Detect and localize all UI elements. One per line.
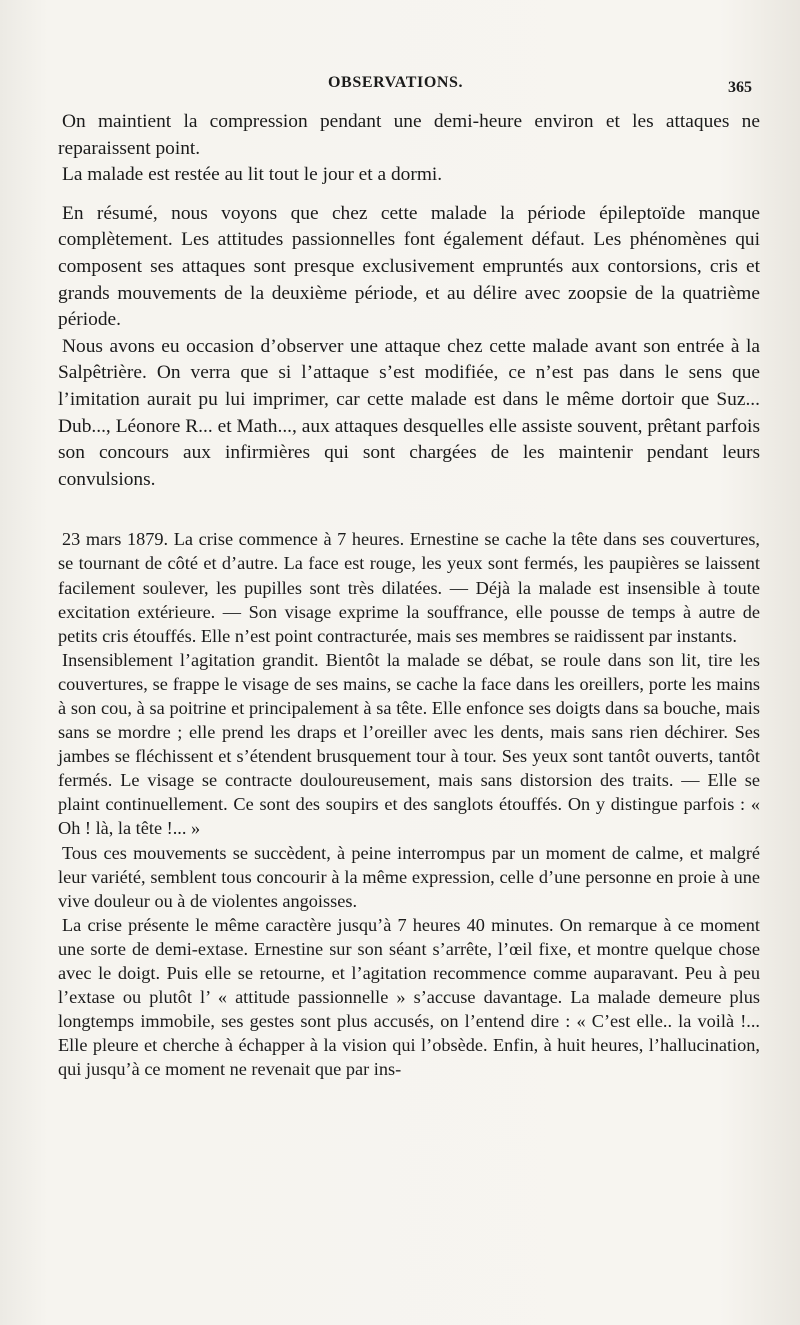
page-body bbox=[58, 109, 760, 1081]
journal-paragraph: La crise présente le même caractère jusqu’à 7 heures 40 minutes. On remarque à ce moment une sorte de demi-extase. Ernestine sur son séant s’arrête, l’œil fixe, et montre quelque chose avec le doigt. Puis elle se retourne, et l’agitation recommence comme auparavant. Peu à peu l’extase ou plutôt l’ « attitude passionnelle » s’accuse davantage. La malade demeure plus longtemps immobile, ses gestes sont plus accusés, on l’entend dire : « C’est elle.. la voilà !... Elle pleure et cherche à échapper à la vision qui l’obsède. Enfin, à huit heures, l’hallucination, qui jusqu’à ce moment ne revenait que par ins- bbox=[58, 914, 760, 1080]
paragraph-gap bbox=[58, 189, 760, 201]
page-header bbox=[0, 74, 800, 98]
intro-paragraph: La malade est restée au lit tout le jour et a dormi. bbox=[62, 164, 443, 186]
intro-paragraph: On maintient la compression pendant une demi-heure environ et les attaques ne reparaissent point. bbox=[58, 111, 760, 159]
running-head: OBSERVATIONS. bbox=[328, 74, 464, 91]
section-gap bbox=[58, 493, 760, 527]
summary-paragraph: En résumé, nous voyons que chez cette malade la période épileptoïde manque complètement. Les attitudes passionnelles font également défaut. Les phénomènes qui composent ses attaques sont presque exclusivement empruntés aux contorsions, cris et grands mouvements de la deuxième période, et au délire avec zoopsie de la quatrième période. bbox=[58, 202, 760, 331]
journal-paragraph: Tous ces mouvements se succèdent, à peine interrompus par un moment de calme, et malgré leur variété, semblent tous concourir à la même expression, celle d’une personne en proie à une vive douleur ou à de violentes angoisses. bbox=[58, 842, 760, 911]
observation-journal bbox=[58, 527, 760, 1081]
journal-paragraph: 23 mars 1879. La crise commence à 7 heures. Ernestine se cache la tête dans ses couvertures, se tournant de côté et d’autre. La face est rouge, les yeux sont fermés, les paupières se laissent facilement soulever, les pupilles sont très dilatées. — Déjà la malade est insensible à toute excitation extérieure. — Son visage exprime la souffrance, elle pousse de temps à autre de petits cris étouffés. Elle n’est point contracturée, mais ses membres se raidissent par instants. bbox=[58, 529, 760, 646]
journal-paragraph: Insensiblement l’agitation grandit. Bientôt la malade se débat, se roule dans son lit, tire les couvertures, se frappe le visage de ses mains, se cache la face dans les oreillers, porte les mains à son cou, à sa poitrine et principalement à sa tête. Elle enfonce ses doigts dans sa bouche, mais sans se mordre ; elle prend les draps et l’oreiller avec les dents, mais sans rien déchirer. Ses jambes se fléchissent et s’étendent brusquement tour à tour. Ses yeux sont tantôt ouverts, tantôt fermés. Le visage se contracte douloureusement, mais sans distorsion des traits. — Elle se plaint continuellement. Ce sont des soupirs et des sanglots étouffés. On y distingue parfois : « Oh ! là, la tête !... » bbox=[58, 649, 760, 839]
summary-paragraph: Nous avons eu occasion d’observer une attaque chez cette malade avant son entrée à la Salpêtrière. On verra que si l’attaque s’est modifiée, ce n’est pas dans le sens que l’imitation aurait pu lui imprimer, car cette malade est dans le même dortoir que Suz... Dub..., Léonore R... et Math..., aux attaques desquelles elle assiste souvent, prêtant parfois son concours aux infirmières qui sont chargées de les maintenir pendant leurs convulsions. bbox=[58, 335, 760, 490]
page-number: 365 bbox=[728, 79, 752, 96]
